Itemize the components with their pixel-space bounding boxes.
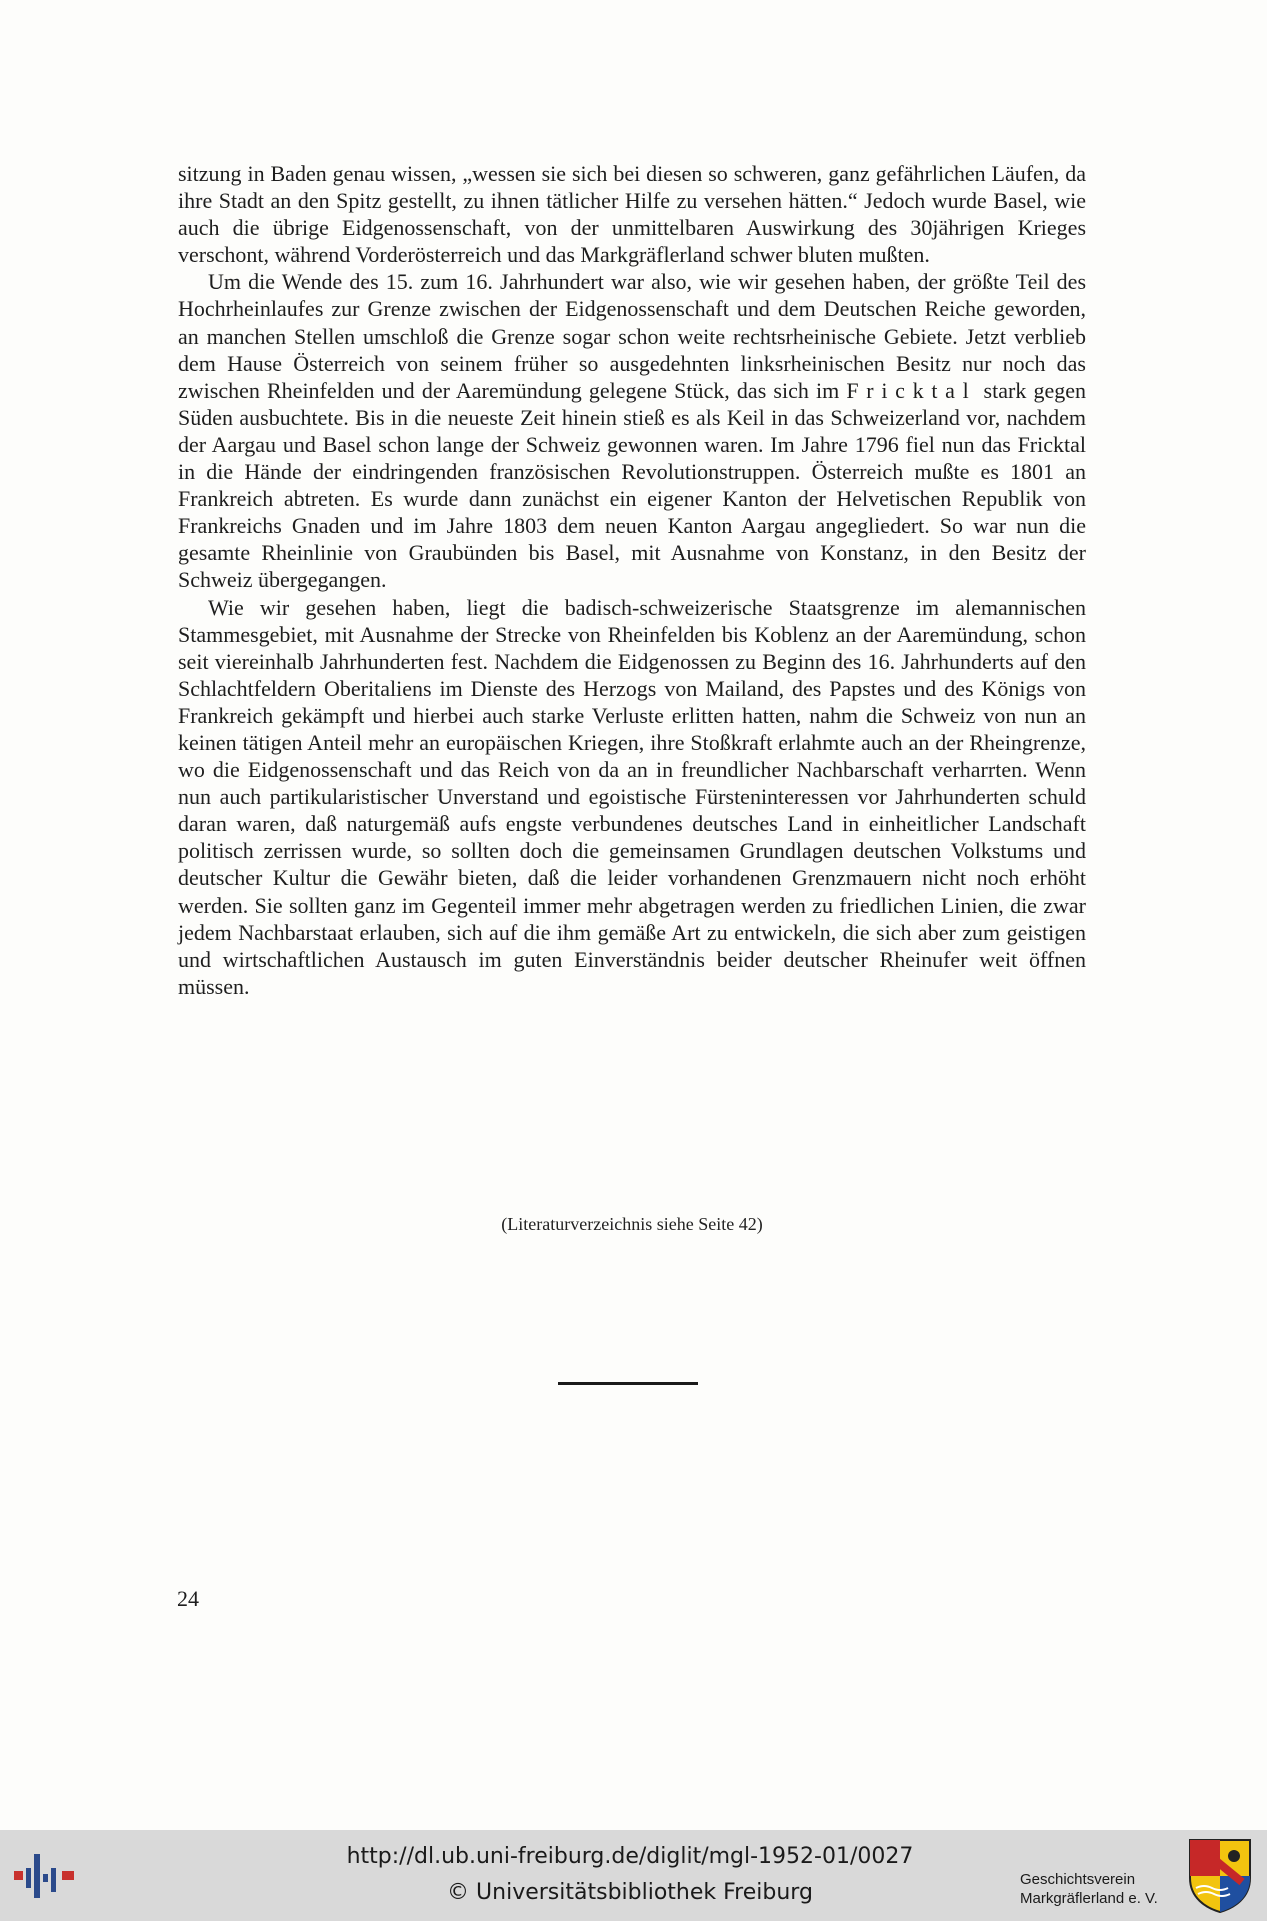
page-number: 24 [177,1586,199,1611]
body-text [178,160,1086,1000]
literature-reference: (Literaturverzeichnis siehe Seite 42) [501,1214,763,1234]
paragraph-2-part-1: Um die Wende des 15. zum 16. Jahrhundert war also, wie wir gesehen haben, der größte Teil des Hochrheinlaufes zur Grenze zwischen der Eidgenossenschaft und dem Deutschen Reiche geworden, an manchen Stellen umschloß die Grenze sogar schon weite rechtsrheinische Gebiete. Jetzt verblieb dem Hause Österreich von seinem früher so ausgedehnten linksrheinischen Besitz nur noch das zwischen Rheinfelden und der Aaremündung gelegene Stück, das sich im [178,269,1086,403]
paragraph-3: Wie wir gesehen haben, liegt die badisch-schweizerische Staatsgrenze im alemannischen Stammesgebiet, mit Ausnahme der Strecke von Rheinfelden bis Koblenz an der Aaremündung, schon seit viereinhalb Jahrhunderten fest. Nachdem die Eidgenossen zu Beginn des 16. Jahrhunderts auf den Schlachtfeldern Oberitaliens im Dienste des Herzogs von Mailand, des Papstes und des Königs von Frankreich gekämpft und hierbei auch starke Verluste erlitten hatten, nahm die Schweiz von nun an keinen tätigen Anteil mehr an europäischen Kriegen, ihre Stoßkraft erlahmte auch an der Rheingrenze, wo die Eidgenossenschaft und das Reich von da an in freundlicher Nachbarschaft verharrten. Wenn nun auch partikularistischer Unverstand und egoistische Fürsteninteressen vor Jahrhunderten schuld daran waren, daß naturgemäß aufs engste verbundenes deutsches Land in einheitlicher Landschaft politisch zerrissen wurde, so sollten doch die gemeinsamen Grundlagen deutschen Volkstums und deutscher Kultur die Gewähr bieten, daß die leider vorhandenen Grenzmauern nicht noch erhöht werden. Sie sollten ganz im Gegenteil immer mehr abgetragen werden zu friedlichen Linien, die zwar jedem Nachbarstaat erlauben, sich auf die ihm gemäße Art zu entwickeln, die sich aber zum geistigen und wirtschaftlichen Austausch im guten Einverständnis beider deutscher Rheinufer weit öffnen müssen. [178,594,1086,999]
society-name-line-1: Geschichtsverein [1020,1871,1136,1888]
emphasized-place-name: Fricktal [846,377,977,403]
society-name-line-2: Markgräflerland e. V. [1020,1890,1158,1907]
paragraph-1: sitzung in Baden genau wissen, „wessen sie sich bei diesen so schweren, ganz gefährlichen Läufen, da ihre Stadt an den Spitz gestellt, zu ihnen tätlicher Hilfe zu versehen hätten.“ Jedoch wurde Basel, wie auch die übrige Eidgenossenschaft, von der unmittelbaren Auswirkung des 30jährigen Krieges verschont, während Vorderösterreich und das Markgräflerland schwer bluten mußten. [178,161,1086,268]
paragraph-2-part-2: stark gegen Süden ausbuchtete. Bis in die neueste Zeit hinein stieß es als Keil in das Schweizerland vor, nachdem der Aargau und Basel schon lange der Schweiz gewonnen waren. Im Jahre 1796 fiel nun das Fricktal in die Hände der eindringenden französischen Revolutionstruppen. Österreich mußte es 1801 an Frankreich abtreten. Es wurde dann zunächst ein eigener Kanton der Helvetischen Republik von Frankreichs Gnaden und im Jahre 1803 dem neuen Kanton Aargau angegliedert. So war nun die gesamte Rheinlinie von Graubünden bis Basel, mit Ausnahme von Konstanz, in den Besitz der Schweiz übergegangen. [178,377,1086,593]
coat-of-arms-icon[interactable] [1188,1838,1252,1914]
paragraph-2 [178,268,1086,593]
ub-freiburg-logo-icon[interactable] [14,1852,80,1900]
viewer-footer [0,1830,1267,1921]
section-divider [558,1382,698,1385]
society-name [1020,1870,1185,1908]
copyright-notice: © Universitätsbibliothek Freiburg [447,1880,813,1905]
document-url-link[interactable]: http://dl.ub.uni-freiburg.de/diglit/mgl-1952-01/0027 [346,1844,914,1869]
